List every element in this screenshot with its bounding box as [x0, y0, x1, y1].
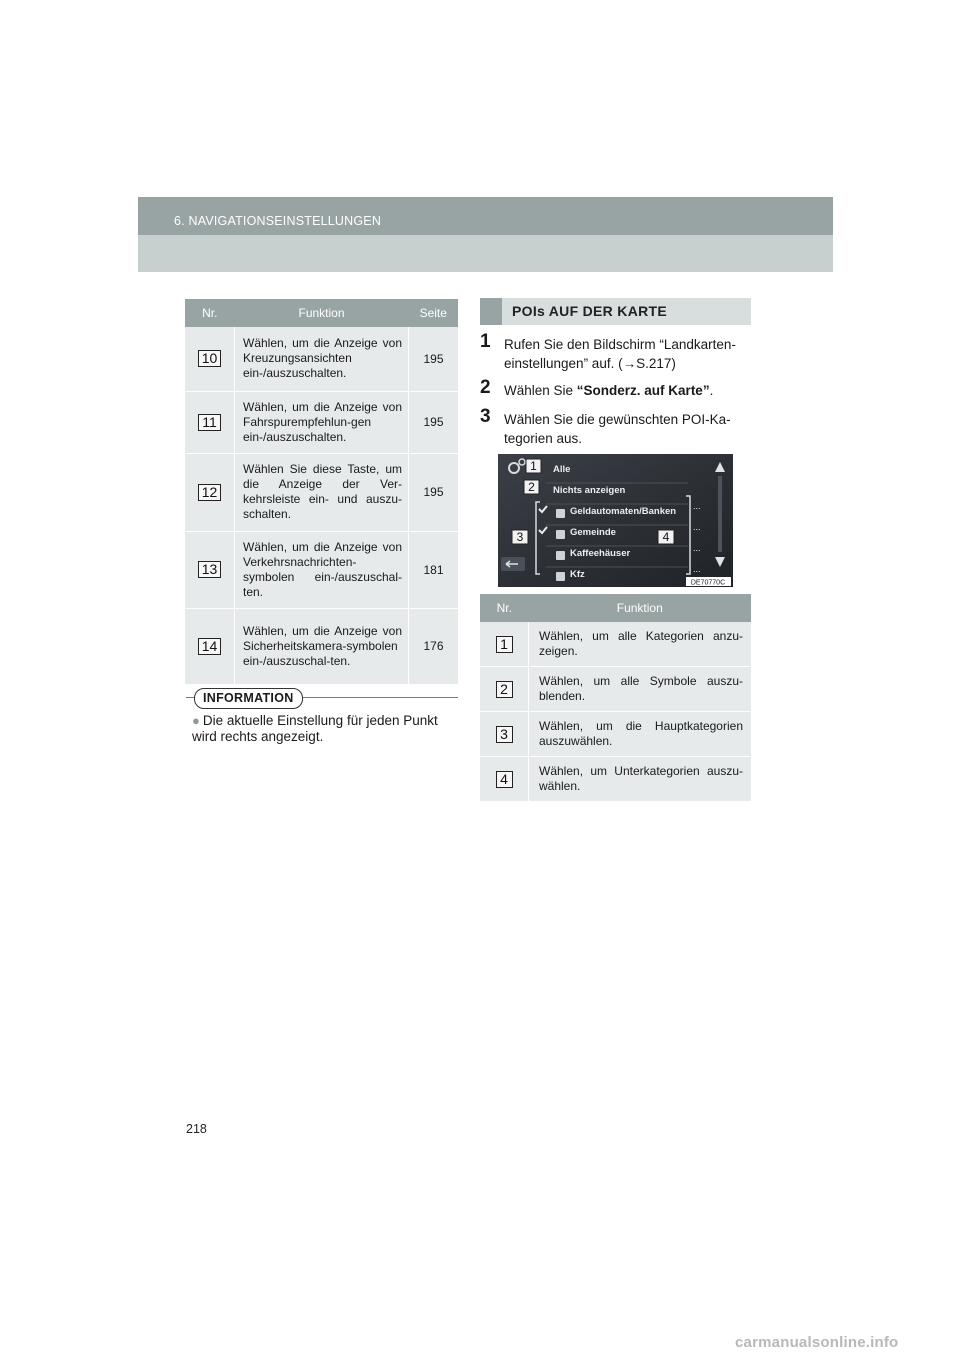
- row-function: Wählen, um Unterkategorien auszu-wählen.: [529, 757, 752, 802]
- section-header: [480, 298, 751, 325]
- step-text: Rufen Sie den Bildschirm “Landkarten-einstellungen” auf. (→S.217): [504, 337, 736, 371]
- svg-text:2: 2: [528, 480, 535, 494]
- page-number: 218: [186, 1122, 207, 1136]
- col-header-funktion: Funktion: [529, 594, 752, 622]
- step-text-suffix: .: [709, 383, 714, 398]
- callout-4: [658, 530, 674, 544]
- back-icon[interactable]: [501, 557, 525, 571]
- more-indicator: ...: [693, 564, 701, 574]
- step-3: [480, 406, 755, 448]
- row-page: 181: [409, 531, 459, 608]
- row-page: 195: [409, 391, 459, 453]
- callout-2: [524, 480, 539, 494]
- step-1: [480, 331, 755, 373]
- more-indicator: ...: [693, 501, 701, 511]
- col-header-nr: Nr.: [185, 299, 235, 327]
- section-marker: [480, 298, 502, 325]
- row-page: 195: [409, 327, 459, 391]
- bullet-icon: ●: [192, 713, 200, 728]
- list-item[interactable]: Gemeinde: [570, 527, 616, 538]
- row-number: 13: [198, 561, 222, 578]
- callout-1: [526, 459, 541, 473]
- functions-table-right: [480, 594, 751, 802]
- table-row: [480, 667, 751, 712]
- list-item[interactable]: Nichts anzeigen: [553, 485, 626, 496]
- col-header-seite: Seite: [409, 299, 459, 327]
- row-function: Wählen Sie diese Taste, um die Anzeige der Ver-kehrsleiste ein- und auszu-schalten.: [235, 453, 409, 531]
- more-indicator: ...: [693, 522, 701, 532]
- row-number: 10: [198, 350, 222, 367]
- row-number: 12: [198, 484, 222, 501]
- table-row: [480, 622, 751, 667]
- chapter-title: 6. NAVIGATIONSEINSTELLUNGEN: [174, 214, 382, 228]
- functions-table-left: [185, 299, 458, 685]
- svg-text:4: 4: [662, 530, 670, 544]
- step-number: 3: [480, 406, 491, 427]
- row-number: 14: [198, 638, 222, 655]
- table-row: [185, 531, 458, 608]
- row-function: Wählen, um die Anzeige von Fahrspurempfehlun-gen ein-/auszuschalten.: [235, 391, 409, 453]
- list-item[interactable]: Kfz: [570, 569, 585, 580]
- row-number: 2: [496, 681, 513, 698]
- step-text: Wählen Sie die gewünschten POI-Ka-tegorien aus.: [504, 412, 731, 446]
- table-row: [480, 712, 751, 757]
- row-number: 1: [496, 636, 513, 653]
- row-page: 195: [409, 453, 459, 531]
- list-item[interactable]: Alle: [553, 464, 571, 475]
- svg-text:1: 1: [530, 459, 537, 473]
- more-indicator: ...: [693, 543, 701, 553]
- watermark: carmanualsonline.info: [735, 1334, 899, 1351]
- poi-screen-image: [498, 454, 733, 587]
- svg-text:3: 3: [516, 530, 524, 544]
- image-code: DE70770C: [690, 579, 726, 587]
- row-function: Wählen, um die Anzeige von Sicherheitskamera-symbolen ein-/auszuschal-ten.: [235, 608, 409, 684]
- row-number: 11: [198, 414, 221, 431]
- step-text-prefix: Wählen Sie: [504, 383, 577, 398]
- table-row: [185, 327, 458, 391]
- col-header-funktion: Funktion: [235, 299, 409, 327]
- row-function: Wählen, um die Anzeige von Verkehrsnachrichten-symbolen ein-/auszuschal-ten.: [235, 531, 409, 608]
- row-function: Wählen, um alle Symbole auszu-blenden.: [529, 667, 752, 712]
- information-body: Die aktuelle Einstellung für jeden Punkt wird rechts angezeigt.: [192, 713, 438, 744]
- step-number: 1: [480, 331, 491, 352]
- row-number: 4: [496, 771, 513, 788]
- table-row: [185, 608, 458, 684]
- information-text: [192, 713, 458, 745]
- step-2: [480, 377, 755, 400]
- list-item[interactable]: Kaffeehäuser: [570, 548, 631, 559]
- col-header-nr: Nr.: [480, 594, 529, 622]
- step-text-bold: “Sonderz. auf Karte”: [576, 383, 710, 398]
- row-number: 3: [496, 726, 513, 743]
- step-number: 2: [480, 377, 491, 398]
- row-page: 176: [409, 608, 459, 684]
- step-text: [504, 381, 755, 400]
- callout-3: [512, 530, 528, 544]
- table-row: [480, 757, 751, 802]
- information-label: INFORMATION: [194, 688, 303, 709]
- row-function: Wählen, um alle Kategorien anzu-zeigen.: [529, 622, 752, 667]
- section-title: POIs AUF DER KARTE: [512, 303, 668, 319]
- table-row: [185, 391, 458, 453]
- row-function: Wählen, um die Anzeige von Kreuzungsansichten ein-/auszuschalten.: [235, 327, 409, 391]
- row-function: Wählen, um die Hauptkategorien auszuwählen.: [529, 712, 752, 757]
- list-item[interactable]: Geldautomaten/Banken: [570, 506, 677, 517]
- header-band: [138, 197, 833, 272]
- table-row: [185, 453, 458, 531]
